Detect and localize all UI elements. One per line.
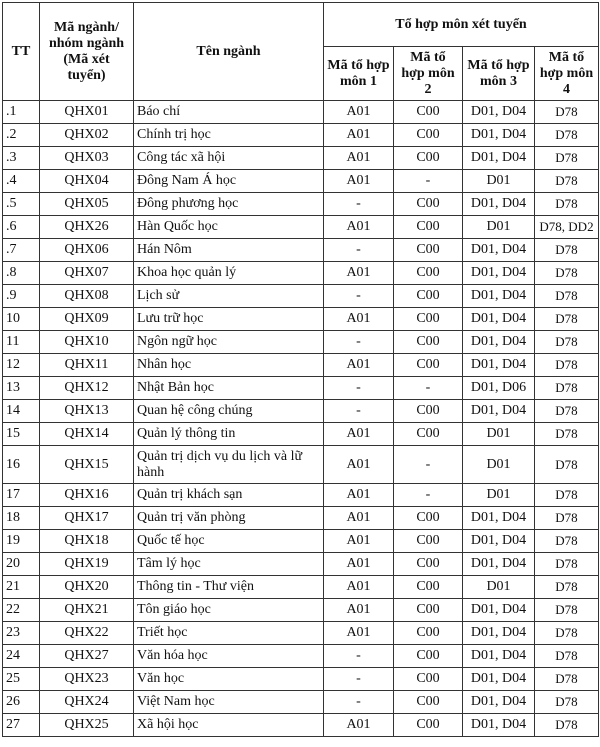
row-number: 24 — [3, 645, 40, 668]
subject-combo-3: D01 — [463, 446, 535, 484]
subject-combo-1: A01 — [324, 714, 394, 737]
table-row — [3, 170, 599, 193]
subject-combo-2: C00 — [394, 124, 463, 147]
row-number: 21 — [3, 576, 40, 599]
major-name: Quan hệ công chúng — [134, 400, 324, 423]
table-row — [3, 193, 599, 216]
table-row — [3, 599, 599, 622]
major-code: QHX10 — [40, 331, 134, 354]
table-row — [3, 530, 599, 553]
table-row — [3, 262, 599, 285]
table-row — [3, 216, 599, 239]
subject-combo-1: A01 — [324, 446, 394, 484]
table-body — [3, 101, 599, 737]
major-name: Báo chí — [134, 101, 324, 124]
subject-combo-4: D78 — [535, 239, 599, 262]
table-header — [3, 3, 599, 101]
table-row — [3, 285, 599, 308]
major-name: Việt Nam học — [134, 691, 324, 714]
subject-combo-4: D78 — [535, 530, 599, 553]
subject-combo-1: - — [324, 645, 394, 668]
subject-combo-4: D78 — [535, 400, 599, 423]
major-name: Đông phương học — [134, 193, 324, 216]
subject-combo-2: C00 — [394, 645, 463, 668]
header-tt: TT — [3, 3, 40, 101]
major-name: Ngôn ngữ học — [134, 331, 324, 354]
subject-combo-2: C00 — [394, 101, 463, 124]
major-name: Lịch sử — [134, 285, 324, 308]
row-number: 20 — [3, 553, 40, 576]
row-number: 26 — [3, 691, 40, 714]
row-number: .4 — [3, 170, 40, 193]
subject-combo-4: D78 — [535, 668, 599, 691]
header-sub4: Mã tổ hợp môn 4 — [535, 47, 599, 101]
major-code: QHX13 — [40, 400, 134, 423]
subject-combo-2: C00 — [394, 193, 463, 216]
subject-combo-4: D78 — [535, 262, 599, 285]
major-name: Công tác xã hội — [134, 147, 324, 170]
major-code: QHX16 — [40, 484, 134, 507]
header-code: Mã ngành/ nhóm ngành (Mã xét tuyển) — [40, 3, 134, 101]
admissions-table — [2, 2, 599, 737]
subject-combo-1: A01 — [324, 216, 394, 239]
subject-combo-3: D01, D06 — [463, 377, 535, 400]
row-number: .2 — [3, 124, 40, 147]
subject-combo-2: C00 — [394, 423, 463, 446]
subject-combo-2: C00 — [394, 262, 463, 285]
row-number: 25 — [3, 668, 40, 691]
subject-combo-1: A01 — [324, 576, 394, 599]
subject-combo-1: - — [324, 668, 394, 691]
major-code: QHX07 — [40, 262, 134, 285]
table-row — [3, 691, 599, 714]
subject-combo-1: - — [324, 239, 394, 262]
table-row — [3, 308, 599, 331]
subject-combo-4: D78 — [535, 622, 599, 645]
header-sub3: Mã tổ hợp môn 3 — [463, 47, 535, 101]
row-number: 16 — [3, 446, 40, 484]
major-code: QHX02 — [40, 124, 134, 147]
subject-combo-4: D78 — [535, 599, 599, 622]
row-number: 22 — [3, 599, 40, 622]
row-number: 13 — [3, 377, 40, 400]
table-row — [3, 446, 599, 484]
subject-combo-4: D78 — [535, 553, 599, 576]
subject-combo-2: C00 — [394, 239, 463, 262]
major-name: Quản lý thông tin — [134, 423, 324, 446]
subject-combo-4: D78 — [535, 507, 599, 530]
major-code: QHX15 — [40, 446, 134, 484]
subject-combo-4: D78 — [535, 354, 599, 377]
subject-combo-2: C00 — [394, 576, 463, 599]
major-code: QHX01 — [40, 101, 134, 124]
table-row — [3, 239, 599, 262]
major-code: QHX18 — [40, 530, 134, 553]
subject-combo-2: C00 — [394, 691, 463, 714]
major-name: Quản trị dịch vụ du lịch và lữ hành — [134, 446, 324, 484]
row-number: 17 — [3, 484, 40, 507]
subject-combo-1: - — [324, 400, 394, 423]
subject-combo-2: C00 — [394, 308, 463, 331]
major-code: QHX24 — [40, 691, 134, 714]
table-row — [3, 124, 599, 147]
major-code: QHX12 — [40, 377, 134, 400]
subject-combo-4: D78 — [535, 147, 599, 170]
major-name: Chính trị học — [134, 124, 324, 147]
subject-combo-3: D01, D04 — [463, 599, 535, 622]
subject-combo-4: D78 — [535, 714, 599, 737]
subject-combo-3: D01, D04 — [463, 354, 535, 377]
major-code: QHX25 — [40, 714, 134, 737]
subject-combo-1: A01 — [324, 262, 394, 285]
table-row — [3, 668, 599, 691]
major-name: Nhân học — [134, 354, 324, 377]
row-number: .7 — [3, 239, 40, 262]
table-row — [3, 507, 599, 530]
subject-combo-3: D01 — [463, 484, 535, 507]
subject-combo-3: D01 — [463, 170, 535, 193]
row-number: 11 — [3, 331, 40, 354]
major-code: QHX06 — [40, 239, 134, 262]
major-code: QHX22 — [40, 622, 134, 645]
subject-combo-4: D78 — [535, 691, 599, 714]
subject-combo-4: D78, DD2 — [535, 216, 599, 239]
table-row — [3, 400, 599, 423]
subject-combo-3: D01, D04 — [463, 101, 535, 124]
table-row — [3, 622, 599, 645]
subject-combo-2: - — [394, 446, 463, 484]
subject-combo-1: - — [324, 377, 394, 400]
major-name: Quản trị văn phòng — [134, 507, 324, 530]
subject-combo-1: A01 — [324, 147, 394, 170]
table-row — [3, 354, 599, 377]
table-row — [3, 147, 599, 170]
subject-combo-3: D01, D04 — [463, 285, 535, 308]
major-name: Lưu trữ học — [134, 308, 324, 331]
subject-combo-3: D01 — [463, 423, 535, 446]
subject-combo-2: C00 — [394, 622, 463, 645]
subject-combo-3: D01 — [463, 576, 535, 599]
row-number: .5 — [3, 193, 40, 216]
row-number: .6 — [3, 216, 40, 239]
subject-combo-2: C00 — [394, 599, 463, 622]
major-code: QHX19 — [40, 553, 134, 576]
subject-combo-3: D01, D04 — [463, 331, 535, 354]
major-code: QHX04 — [40, 170, 134, 193]
subject-combo-2: C00 — [394, 147, 463, 170]
row-number: 12 — [3, 354, 40, 377]
subject-combo-4: D78 — [535, 484, 599, 507]
major-code: QHX11 — [40, 354, 134, 377]
major-name: Văn hóa học — [134, 645, 324, 668]
subject-combo-4: D78 — [535, 446, 599, 484]
subject-combo-3: D01, D04 — [463, 530, 535, 553]
row-number: 27 — [3, 714, 40, 737]
major-name: Quốc tế học — [134, 530, 324, 553]
row-number: .8 — [3, 262, 40, 285]
subject-combo-2: - — [394, 170, 463, 193]
table-row — [3, 423, 599, 446]
header-name: Tên ngành — [134, 3, 324, 101]
subject-combo-2: - — [394, 484, 463, 507]
major-name: Xã hội học — [134, 714, 324, 737]
table-row — [3, 645, 599, 668]
subject-combo-3: D01, D04 — [463, 308, 535, 331]
subject-combo-4: D78 — [535, 308, 599, 331]
subject-combo-1: - — [324, 193, 394, 216]
subject-combo-1: A01 — [324, 622, 394, 645]
major-code: QHX05 — [40, 193, 134, 216]
subject-combo-1: A01 — [324, 101, 394, 124]
row-number: 18 — [3, 507, 40, 530]
subject-combo-2: C00 — [394, 668, 463, 691]
major-name: Quản trị khách sạn — [134, 484, 324, 507]
subject-combo-2: C00 — [394, 507, 463, 530]
subject-combo-3: D01, D04 — [463, 193, 535, 216]
table-row — [3, 377, 599, 400]
subject-combo-3: D01, D04 — [463, 124, 535, 147]
major-code: QHX23 — [40, 668, 134, 691]
major-code: QHX20 — [40, 576, 134, 599]
subject-combo-4: D78 — [535, 423, 599, 446]
subject-combo-2: C00 — [394, 553, 463, 576]
row-number: .3 — [3, 147, 40, 170]
subject-combo-3: D01, D04 — [463, 691, 535, 714]
row-number: 14 — [3, 400, 40, 423]
subject-combo-2: C00 — [394, 400, 463, 423]
table-row — [3, 553, 599, 576]
major-name: Nhật Bản học — [134, 377, 324, 400]
table-row — [3, 331, 599, 354]
subject-combo-4: D78 — [535, 170, 599, 193]
major-code: QHX26 — [40, 216, 134, 239]
subject-combo-2: C00 — [394, 714, 463, 737]
major-name: Đông Nam Á học — [134, 170, 324, 193]
subject-combo-2: C00 — [394, 331, 463, 354]
row-number: .1 — [3, 101, 40, 124]
subject-combo-1: A01 — [324, 507, 394, 530]
subject-combo-1: A01 — [324, 530, 394, 553]
subject-combo-4: D78 — [535, 331, 599, 354]
header-sub2: Mã tổ hợp môn 2 — [394, 47, 463, 101]
header-sub1: Mã tổ hợp môn 1 — [324, 47, 394, 101]
table-row — [3, 101, 599, 124]
subject-combo-4: D78 — [535, 576, 599, 599]
subject-combo-4: D78 — [535, 193, 599, 216]
subject-combo-3: D01, D04 — [463, 668, 535, 691]
subject-combo-1: A01 — [324, 124, 394, 147]
subject-combo-4: D78 — [535, 377, 599, 400]
subject-combo-1: A01 — [324, 553, 394, 576]
major-name: Thông tin - Thư viện — [134, 576, 324, 599]
table-row — [3, 484, 599, 507]
subject-combo-3: D01, D04 — [463, 147, 535, 170]
subject-combo-3: D01, D04 — [463, 507, 535, 530]
major-code: QHX17 — [40, 507, 134, 530]
table-row — [3, 714, 599, 737]
row-number: 15 — [3, 423, 40, 446]
subject-combo-3: D01, D04 — [463, 262, 535, 285]
subject-combo-1: A01 — [324, 484, 394, 507]
major-code: QHX27 — [40, 645, 134, 668]
subject-combo-4: D78 — [535, 285, 599, 308]
header-subject-group: Tổ hợp môn xét tuyển — [324, 3, 599, 47]
subject-combo-2: C00 — [394, 354, 463, 377]
major-name: Hàn Quốc học — [134, 216, 324, 239]
major-code: QHX14 — [40, 423, 134, 446]
table-row — [3, 576, 599, 599]
row-number: 23 — [3, 622, 40, 645]
subject-combo-1: A01 — [324, 170, 394, 193]
major-name: Khoa học quản lý — [134, 262, 324, 285]
subject-combo-4: D78 — [535, 101, 599, 124]
major-code: QHX08 — [40, 285, 134, 308]
subject-combo-4: D78 — [535, 645, 599, 668]
subject-combo-2: C00 — [394, 285, 463, 308]
subject-combo-3: D01, D04 — [463, 553, 535, 576]
subject-combo-2: C00 — [394, 530, 463, 553]
row-number: 19 — [3, 530, 40, 553]
subject-combo-1: A01 — [324, 308, 394, 331]
subject-combo-3: D01, D04 — [463, 239, 535, 262]
subject-combo-3: D01 — [463, 216, 535, 239]
major-name: Tôn giáo học — [134, 599, 324, 622]
row-number: .9 — [3, 285, 40, 308]
subject-combo-2: C00 — [394, 216, 463, 239]
subject-combo-1: A01 — [324, 599, 394, 622]
subject-combo-1: - — [324, 691, 394, 714]
major-name: Văn học — [134, 668, 324, 691]
subject-combo-1: A01 — [324, 354, 394, 377]
subject-combo-2: - — [394, 377, 463, 400]
subject-combo-1: - — [324, 285, 394, 308]
subject-combo-1: A01 — [324, 423, 394, 446]
row-number: 10 — [3, 308, 40, 331]
major-name: Triết học — [134, 622, 324, 645]
subject-combo-4: D78 — [535, 124, 599, 147]
subject-combo-3: D01, D04 — [463, 400, 535, 423]
major-name: Tâm lý học — [134, 553, 324, 576]
major-code: QHX03 — [40, 147, 134, 170]
subject-combo-3: D01, D04 — [463, 645, 535, 668]
subject-combo-3: D01, D04 — [463, 622, 535, 645]
subject-combo-3: D01, D04 — [463, 714, 535, 737]
subject-combo-1: - — [324, 331, 394, 354]
major-code: QHX09 — [40, 308, 134, 331]
major-code: QHX21 — [40, 599, 134, 622]
major-name: Hán Nôm — [134, 239, 324, 262]
